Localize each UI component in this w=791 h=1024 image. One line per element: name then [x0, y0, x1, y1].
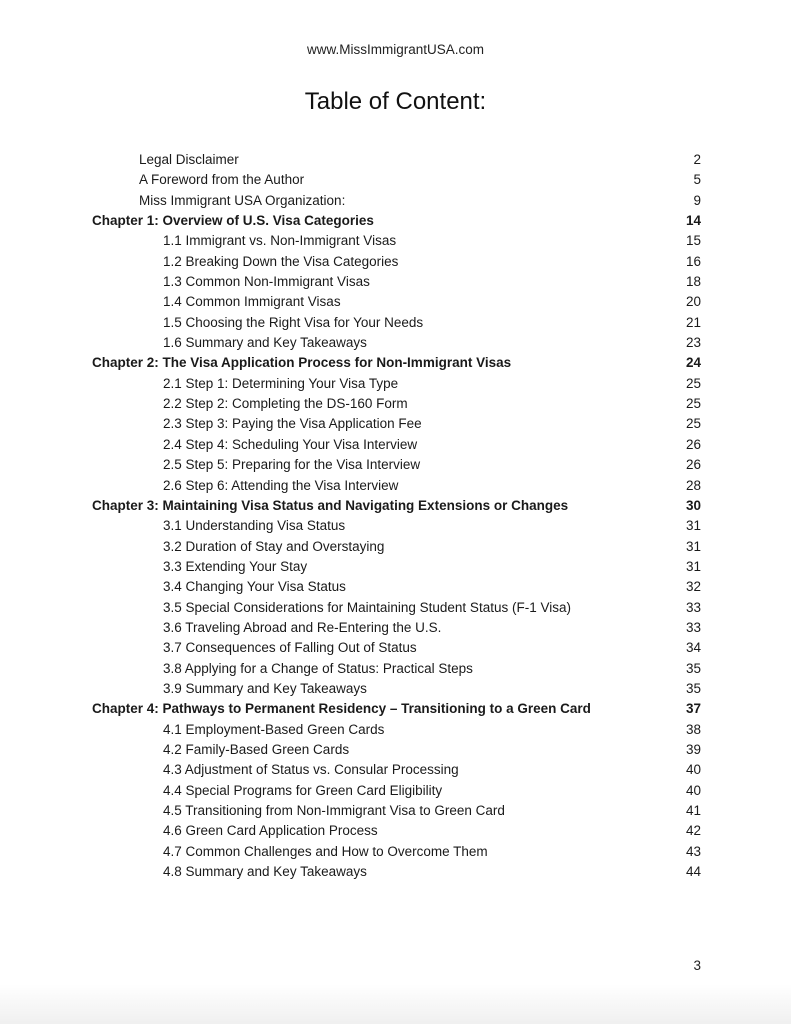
toc-entry-page-number: 14 [685, 213, 701, 229]
toc-entry-title: 3.8 Applying for a Change of Status: Practical Steps [163, 660, 473, 676]
toc-entry-page-number: 40 [685, 782, 701, 798]
toc-section-entry[interactable] [0, 333, 791, 353]
toc-entry-page-number: 21 [685, 314, 701, 330]
toc-entry-page-number: 25 [685, 416, 701, 432]
toc-entry-page-number: 2 [693, 152, 701, 167]
toc-entry-page-number: 34 [685, 640, 701, 656]
toc-section-entry[interactable] [0, 313, 791, 333]
toc-entry-title: Miss Immigrant USA Organization: [139, 192, 346, 208]
toc-entry-page-number: 15 [685, 233, 701, 249]
toc-entry-page-number: 24 [685, 355, 701, 371]
toc-entry-title: 3.3 Extending Your Stay [163, 558, 308, 574]
toc-entry-page-number: 23 [685, 335, 701, 351]
toc-list [0, 150, 791, 882]
toc-entry-page-number: 20 [685, 294, 701, 310]
toc-section-entry[interactable] [0, 659, 791, 679]
toc-entry-title: 1.5 Choosing the Right Visa for Your Needs [163, 314, 424, 330]
toc-section-entry[interactable] [0, 516, 791, 536]
toc-entry-page-number: 44 [685, 864, 701, 880]
toc-entry-title: 3.9 Summary and Key Takeaways [163, 680, 367, 696]
toc-front-entry[interactable] [0, 191, 791, 211]
toc-entry-title: Chapter 3: Maintaining Visa Status and Navigating Extensions or Changes [92, 497, 569, 513]
toc-section-entry[interactable] [0, 394, 791, 414]
toc-entry-title: 3.6 Traveling Abroad and Re-Entering the U.S. [163, 619, 442, 635]
toc-entry-title: 2.6 Step 6: Attending the Visa Interview [163, 477, 399, 493]
page-bottom-shadow [0, 984, 791, 1024]
toc-entry-title: 4.3 Adjustment of Status vs. Consular Processing [163, 762, 459, 778]
toc-entry-title: 1.1 Immigrant vs. Non-Immigrant Visas [163, 233, 397, 249]
toc-entry-title: 2.4 Step 4: Scheduling Your Visa Interview [163, 436, 418, 452]
toc-entry-title: 4.2 Family-Based Green Cards [163, 741, 350, 757]
toc-section-entry[interactable] [0, 455, 791, 475]
toc-section-entry[interactable] [0, 231, 791, 251]
toc-entry-title: 2.5 Step 5: Preparing for the Visa Interview [163, 457, 421, 473]
toc-entry-page-number: 26 [685, 457, 701, 473]
toc-section-entry[interactable] [0, 862, 791, 882]
toc-entry-page-number: 33 [685, 599, 701, 615]
toc-entry-title: 4.4 Special Programs for Green Card Eligibility [163, 782, 443, 798]
toc-entry-page-number: 35 [685, 660, 701, 676]
toc-entry-title: 4.6 Green Card Application Process [163, 823, 378, 839]
toc-section-entry[interactable] [0, 577, 791, 597]
header-url: www.MissImmigrantUSA.com [306, 42, 485, 57]
toc-entry-title: 2.3 Step 3: Paying the Visa Application Fee [163, 416, 422, 432]
toc-section-entry[interactable] [0, 557, 791, 577]
toc-section-entry[interactable] [0, 618, 791, 638]
toc-entry-page-number: 43 [685, 843, 701, 859]
toc-front-entry[interactable] [0, 150, 791, 170]
toc-entry-title: 2.2 Step 2: Completing the DS-160 Form [163, 396, 408, 412]
toc-entry-title: 3.1 Understanding Visa Status [163, 518, 346, 534]
toc-entry-title: Chapter 2: The Visa Application Process for Non-Immigrant Visas [92, 355, 512, 371]
toc-entry-page-number: 37 [685, 701, 701, 717]
toc-section-entry[interactable] [0, 374, 791, 394]
toc-chapter-entry[interactable] [0, 211, 791, 231]
toc-section-entry[interactable] [0, 252, 791, 272]
toc-entry-title: 3.5 Special Considerations for Maintaining Student Status (F-1 Visa) [163, 599, 571, 615]
toc-entry-page-number: 25 [685, 396, 701, 412]
toc-section-entry[interactable] [0, 292, 791, 312]
toc-section-entry[interactable] [0, 740, 791, 760]
toc-entry-page-number: 35 [685, 680, 701, 696]
toc-entry-page-number: 42 [685, 823, 701, 839]
toc-entry-title: Chapter 4: Pathways to Permanent Residency – Transitioning to a Green Card [92, 701, 591, 717]
toc-entry-title: 1.2 Breaking Down the Visa Categories [163, 253, 399, 269]
toc-section-entry[interactable] [0, 842, 791, 862]
toc-entry-title: Legal Disclaimer [139, 152, 239, 167]
toc-entry-page-number: 9 [693, 192, 701, 208]
toc-entry-title: 3.7 Consequences of Falling Out of Status [163, 640, 417, 656]
toc-section-entry[interactable] [0, 414, 791, 434]
toc-entry-page-number: 16 [685, 253, 701, 269]
toc-entry-page-number: 32 [685, 579, 701, 595]
toc-section-entry[interactable] [0, 598, 791, 618]
toc-entry-title: Chapter 1: Overview of U.S. Visa Categories [92, 213, 374, 229]
toc-entry-page-number: 5 [693, 172, 701, 188]
toc-section-entry[interactable] [0, 272, 791, 292]
toc-entry-page-number: 31 [685, 558, 701, 574]
toc-entry-page-number: 30 [685, 497, 701, 513]
toc-entry-title: 3.4 Changing Your Visa Status [163, 579, 346, 595]
toc-entry-page-number: 28 [685, 477, 701, 493]
toc-entry-page-number: 25 [685, 375, 701, 391]
toc-entry-page-number: 41 [685, 803, 701, 818]
toc-entry-title: A Foreword from the Author [139, 172, 305, 188]
toc-entry-page-number: 31 [685, 518, 701, 534]
toc-section-entry[interactable] [0, 720, 791, 740]
toc-entry-title: 1.6 Summary and Key Takeaways [163, 335, 367, 351]
toc-section-entry[interactable] [0, 801, 791, 821]
toc-entry-title: 4.1 Employment-Based Green Cards [163, 721, 385, 737]
toc-entry-title: 4.8 Summary and Key Takeaways [163, 864, 367, 880]
toc-chapter-entry[interactable] [0, 353, 791, 373]
toc-entry-title: 2.1 Step 1: Determining Your Visa Type [163, 375, 399, 391]
toc-entry-page-number: 18 [685, 274, 701, 290]
toc-section-entry[interactable] [0, 781, 791, 801]
toc-entry-page-number: 40 [685, 762, 701, 778]
toc-entry-title: 4.7 Common Challenges and How to Overcome Them [163, 843, 488, 859]
toc-entry-page-number: 31 [685, 538, 701, 554]
toc-entry-page-number: 38 [685, 721, 701, 737]
toc-entry-title: 1.4 Common Immigrant Visas [163, 294, 341, 310]
toc-entry-page-number: 26 [685, 436, 701, 452]
toc-section-entry[interactable] [0, 821, 791, 841]
toc-entry-title: 3.2 Duration of Stay and Overstaying [163, 538, 385, 554]
toc-entry-page-number: 33 [685, 619, 701, 635]
toc-section-entry[interactable] [0, 435, 791, 455]
toc-section-entry[interactable] [0, 760, 791, 780]
toc-entry-title: 4.5 Transitioning from Non-Immigrant Visa to Green Card [163, 803, 505, 818]
toc-section-entry[interactable] [0, 537, 791, 557]
toc-entry-page-number: 39 [685, 741, 701, 757]
page-number: 3 [693, 958, 701, 973]
toc-entry-title: 1.3 Common Non-Immigrant Visas [163, 274, 370, 290]
toc-section-entry[interactable] [0, 638, 791, 658]
toc-section-entry[interactable] [0, 679, 791, 699]
toc-chapter-entry[interactable] [0, 699, 791, 719]
toc-front-entry[interactable] [0, 170, 791, 190]
toc-section-entry[interactable] [0, 476, 791, 496]
toc-title: Table of Content: [304, 88, 487, 115]
toc-chapter-entry[interactable] [0, 496, 791, 516]
